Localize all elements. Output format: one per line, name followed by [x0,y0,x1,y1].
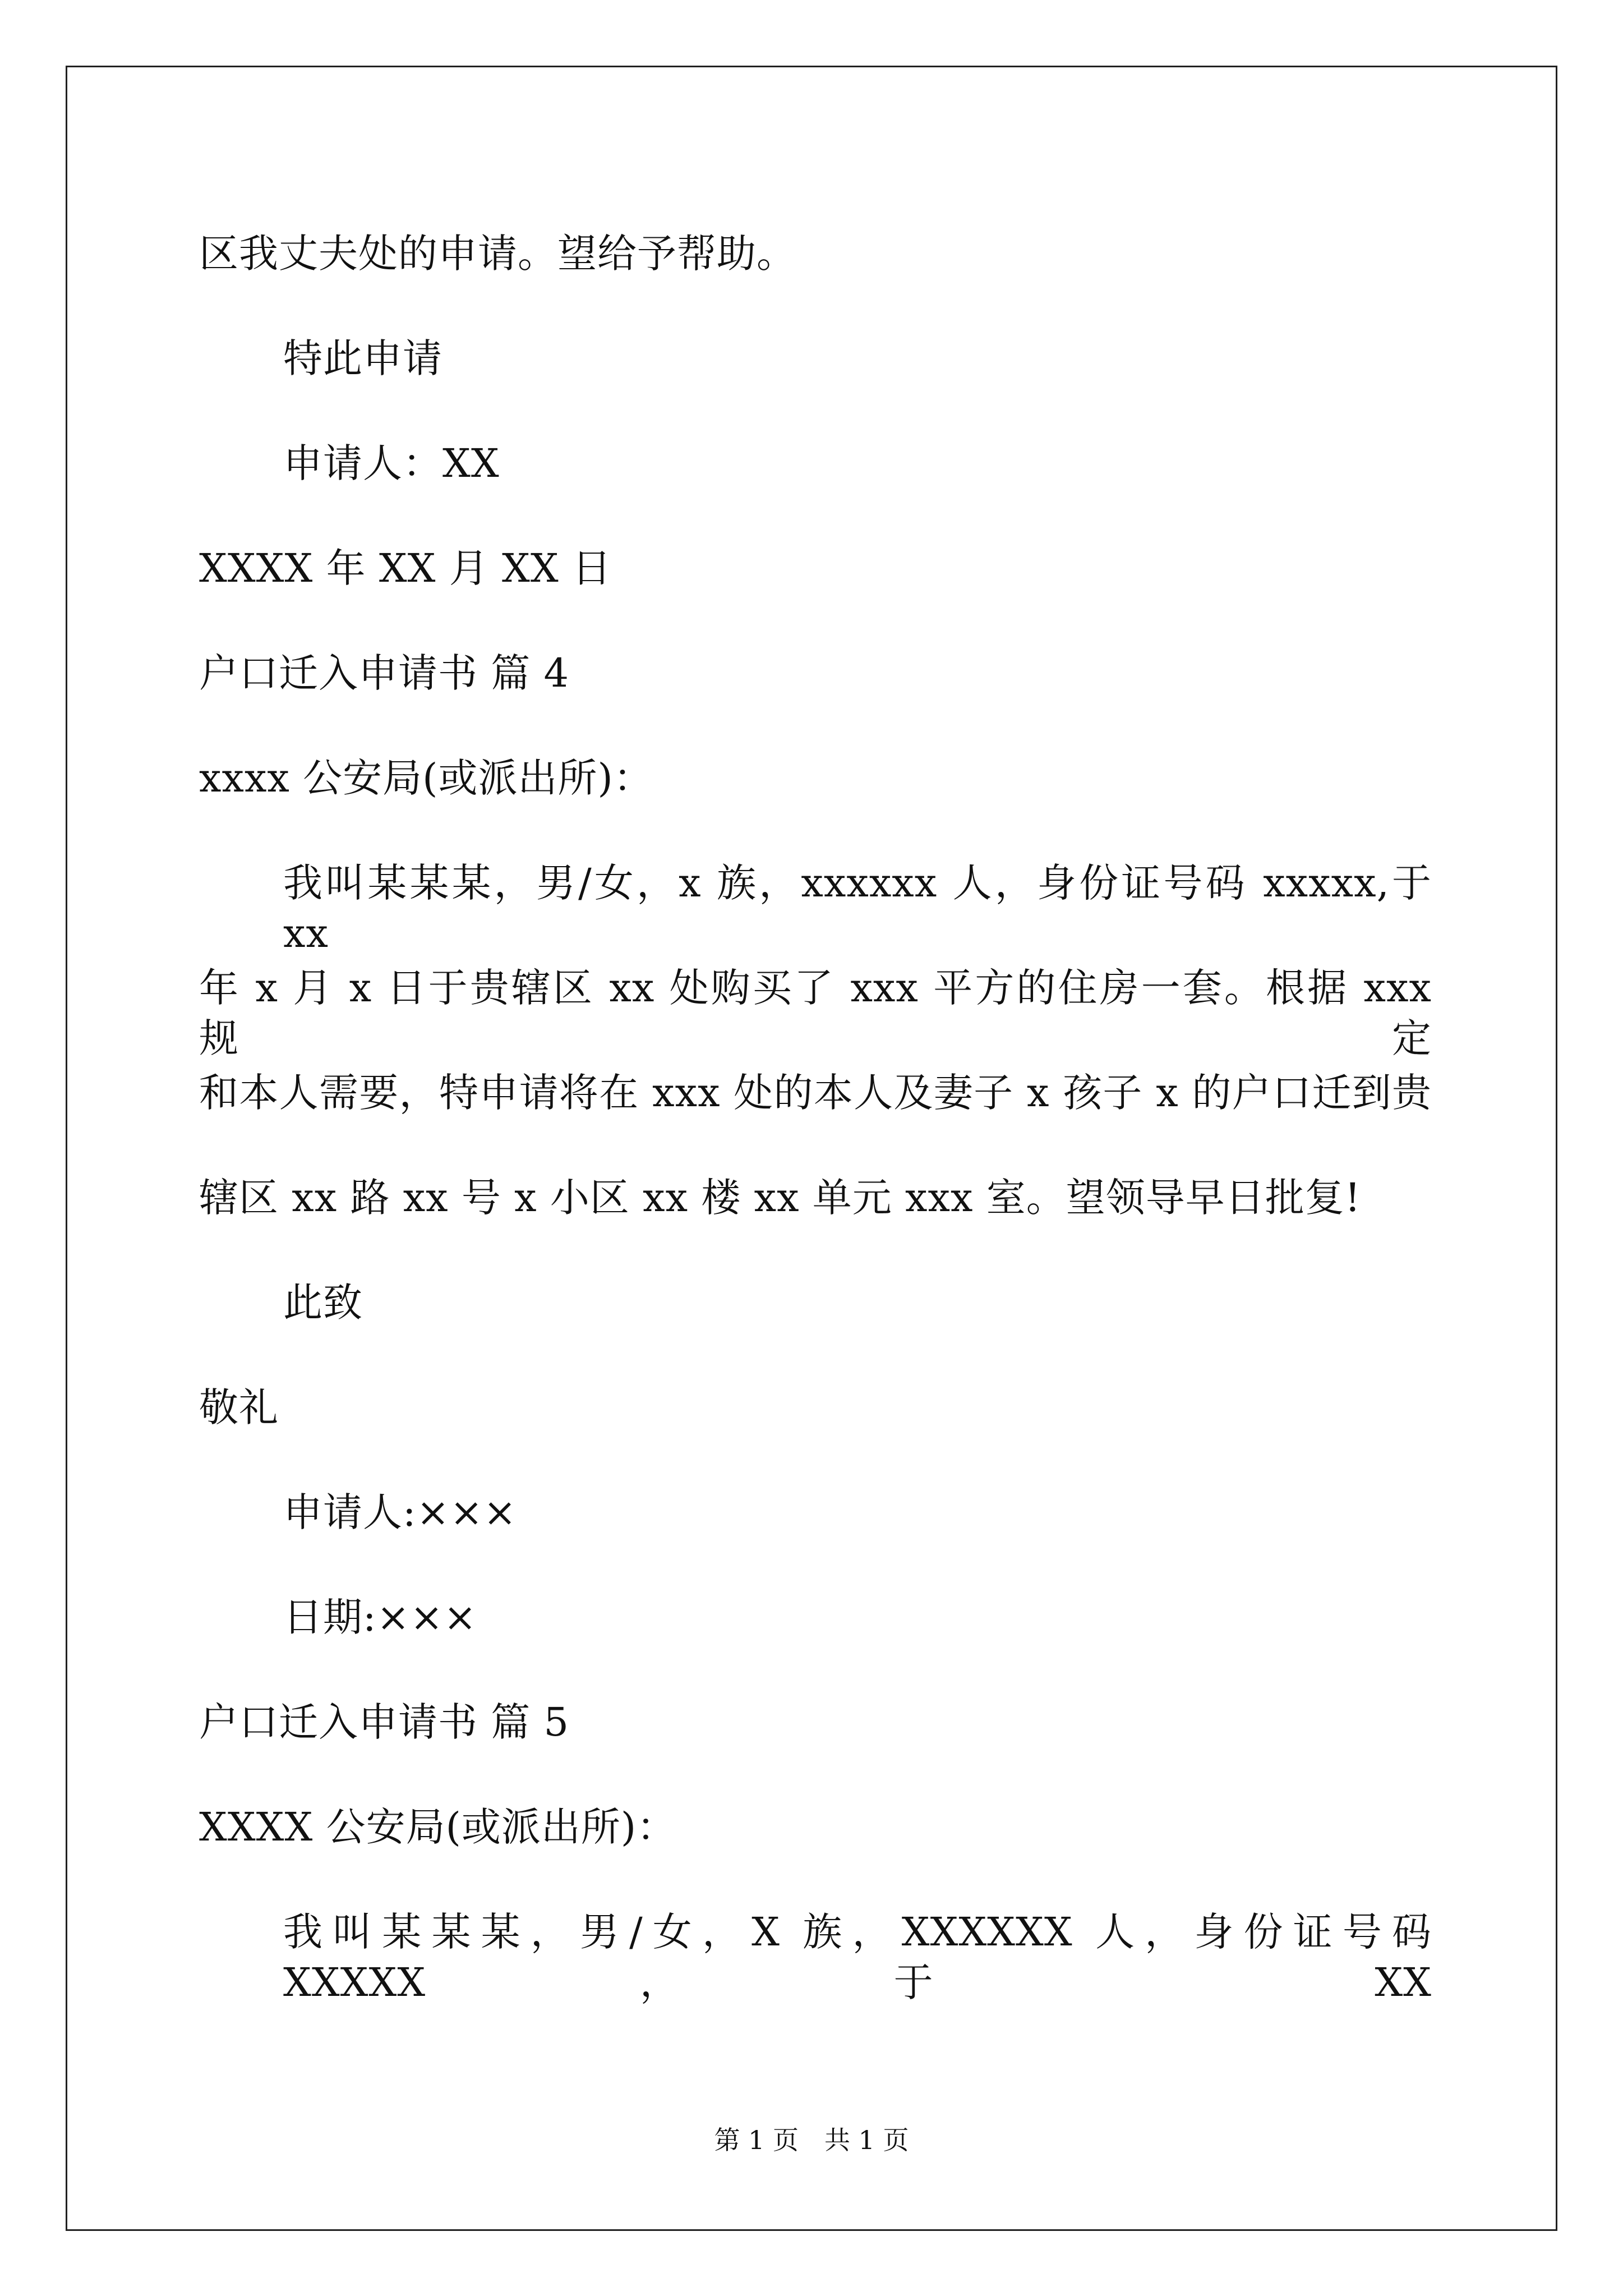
text-line-regards: 敬礼 [199,1384,279,1430]
section-heading-4: 户口迁入申请书 篇 4 [199,650,570,696]
text-line-body-2: 年 x 月 x 日于贵辖区 xx 处购买了 xxx 平方的住房一套。根据 xxx 规定 [199,965,1432,1061]
text-line-salutation: 此致 [283,1280,363,1326]
page-border [66,66,1557,2231]
section-heading-5: 户口迁入申请书 篇 5 [199,1699,570,1745]
text-line-body-1: 我叫某某某，男/女，x 族，xxxxxx 人，身份证号码 xxxxx,于 xx [283,860,1432,956]
text-line-closing: 特此申请 [283,335,442,381]
text-line-1: 区我丈夫处的申请。望给予帮助。 [199,231,796,277]
text-line-applicant: 申请人：XX [283,440,500,486]
text-line-body-5: 我叫某某某，男/女，X 族，XXXXXX 人，身份证号码 XXXXX，于 XX [283,1909,1432,2005]
text-line-date: XXXX 年 XX 月 XX 日 [199,545,612,591]
text-line-body-3: 和本人需要，特申请将在 xxx 处的本人及妻子 x 孩子 x 的户口迁到贵 [199,1070,1432,1116]
text-line-addressee-2: XXXX 公安局(或派出所)： [199,1804,677,1850]
text-line-addressee: xxxx 公安局(或派出所)： [199,755,653,801]
text-line-date-2: 日期:××× [283,1594,477,1640]
text-line-applicant-2: 申请人:××× [283,1489,517,1535]
page-footer: 第 1 页 共 1 页 [714,2125,909,2155]
text-line-body-4: 辖区 xx 路 xx 号 x 小区 xx 楼 xx 单元 xxx 室。望领导早日批复! [199,1175,1361,1221]
